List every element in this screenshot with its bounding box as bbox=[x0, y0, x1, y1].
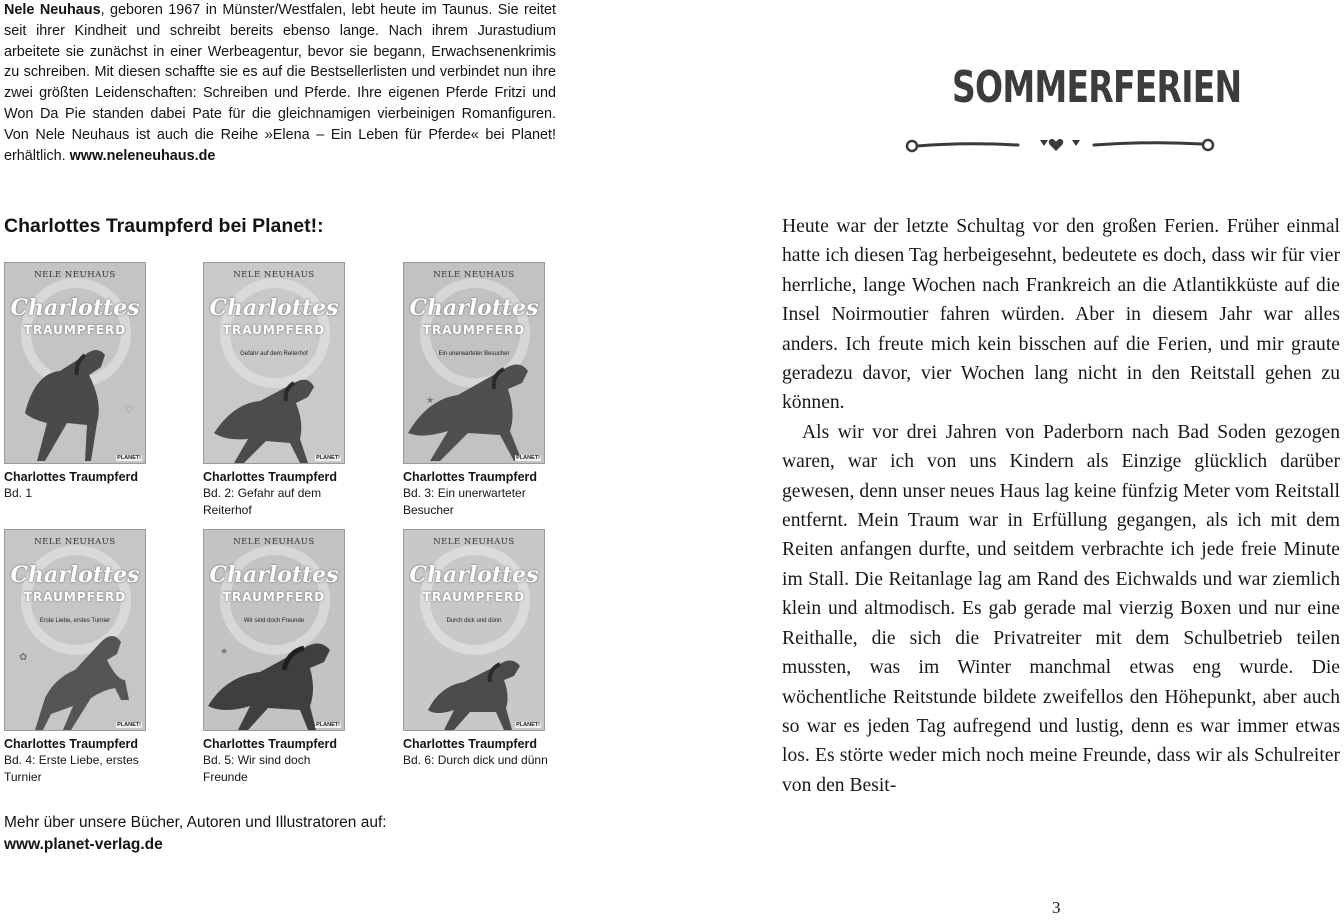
svg-text:✿: ✿ bbox=[19, 652, 28, 663]
author-name: Nele Neuhaus bbox=[4, 2, 101, 18]
cover-volume-subtitle: Gefahr auf dem Reiterhof bbox=[240, 351, 308, 357]
book-4[interactable] bbox=[4, 529, 204, 786]
cover-author: NELE NEUHAUS bbox=[433, 537, 515, 547]
cover-subtitle: TRAUMPFERD bbox=[222, 590, 326, 604]
book-series-name: Charlottes Traumpferd bbox=[4, 470, 139, 484]
book-volume: Bd. 5: Wir sind doch Freunde bbox=[203, 753, 311, 784]
cover-author: NELE NEUHAUS bbox=[34, 537, 116, 547]
cover-title: Charlottes bbox=[209, 562, 339, 588]
publisher-website[interactable]: www.planet-verlag.de bbox=[4, 836, 163, 853]
horse-illustration bbox=[404, 263, 545, 464]
chapter-paragraph: Als wir vor drei Jahren von Paderborn nach Bad Soden gezogen waren, war ich von uns Kindern als Einzige glücklich darüber gewesen, denn unser neues Haus lag keine fünfzig Meter vom Reitstall entfernt. Mein Traum war in Erfüllung gegangen, als ich mit dem Reiten anfangen durfte, und seitdem verbrachte ich jede freie Minute im Stall. Die Reitanlage lag am Rand des Eichwalds und war ziemlich klein und altmodisch. Es gab gerade mal vierzig Boxen und nur eine Reithalle, die sich die Privatreiter mit dem Schulbetrieb teilen mussten, was im Winter manchmal etwas eng wurde. Die wöchentliche Reitstunde bildete zweifellos den Höhepunkt, aber auch so war es jeden Tag aufregend und lustig, denn es war immer etwas los. Es störte weder mich noch meine Freunde, dass wir als Schulreiter von den Besit- bbox=[782, 421, 1340, 796]
book-cover bbox=[403, 529, 545, 731]
cover-title: Charlottes bbox=[10, 295, 140, 321]
cover-subtitle: TRAUMPFERD bbox=[422, 323, 526, 337]
publisher-logo: PLANET! bbox=[117, 455, 141, 461]
horse-illustration bbox=[5, 263, 146, 464]
book-volume: Bd. 6: Durch dick und dünn bbox=[403, 753, 548, 767]
book-cover bbox=[203, 262, 345, 464]
author-bio-text: , geboren 1967 in Münster/Westfalen, lebt heute im Taunus. Sie reitet seit ihrer Kindheit und schreibt bereits ebenso lange. Nach ihrem Jurastudium arbeitete sie zunächst in einer Werbeagentur, bevor sie begann, Erwachsenenkrimis zu schreiben. Mit diesen schaffte sie es auf die Bestsellerlisten und verbindet nun ihre zwei größten Leidenschaften: Schreiben und Pferde. Ihre eigenen Pferde Fritzi und Won Da Pie standen dabei Pate für die gleichnamigen vierbeinigen Romanfiguren. Von Nele Neuhaus ist auch die Reihe »Elena – Ein Leben für Pferde« bei Planet! erhältlich. bbox=[4, 2, 556, 164]
cover-subtitle: TRAUMPFERD bbox=[23, 590, 127, 604]
cover-volume-subtitle: Erste Liebe, erstes Turnier bbox=[39, 618, 111, 624]
chapter-title: SOMMERFERIEN bbox=[952, 62, 1242, 113]
cover-title: Charlottes bbox=[409, 295, 539, 321]
book-3[interactable] bbox=[403, 262, 603, 519]
more-info-text: Mehr über unsere Bücher, Autoren und Illustratoren auf: bbox=[4, 814, 387, 831]
book-series-name: Charlottes Traumpferd bbox=[403, 737, 538, 751]
cover-author: NELE NEUHAUS bbox=[34, 270, 116, 280]
page-number: 3 bbox=[1052, 898, 1061, 917]
more-info bbox=[4, 812, 387, 856]
author-website[interactable]: www.neleneuhaus.de bbox=[69, 147, 216, 164]
cover-title: Charlottes bbox=[10, 562, 140, 588]
book-cover bbox=[403, 262, 545, 464]
chapter-text bbox=[782, 212, 1340, 800]
book-volume: Bd. 3: Ein unerwarteter Besucher bbox=[403, 486, 526, 517]
book-cover bbox=[203, 529, 345, 731]
cover-subtitle: TRAUMPFERD bbox=[422, 590, 526, 604]
horse-illustration bbox=[404, 530, 545, 731]
publisher-logo: PLANET! bbox=[316, 722, 340, 728]
book-volume: Bd. 4: Erste Liebe, erstes Turnier bbox=[4, 753, 139, 784]
svg-text:★: ★ bbox=[426, 395, 435, 405]
chapter-paragraph: Heute war der letzte Schultag vor den großen Ferien. Früher einmal hatte ich diesen Tag herbeigesehnt, bedeutete es doch, dass wir für vier herrliche, lange Wochen nach Frankreich an die Atlantikküste auf die Insel Noirmoutier fahren würden. Aber in diesem Jahr war alles anders. Ich freute mich kein bisschen auf die Ferien, und mir graute geradezu davor, vier Wochen lang nicht in den Reitstall gehen zu können. bbox=[782, 216, 1340, 414]
book-volume: Bd. 2: Gefahr auf dem Reiterhof bbox=[203, 486, 322, 517]
publisher-logo: PLANET! bbox=[117, 722, 141, 728]
ornament-divider-icon bbox=[904, 128, 1216, 158]
series-heading: Charlottes Traumpferd bei Planet!: bbox=[4, 215, 324, 237]
cover-volume-subtitle: Ein unerwarteter Besucher bbox=[438, 351, 510, 357]
horse-illustration bbox=[204, 263, 345, 464]
cover-author: NELE NEUHAUS bbox=[233, 537, 315, 547]
cover-title: Charlottes bbox=[409, 562, 539, 588]
book-series-name: Charlottes Traumpferd bbox=[403, 470, 538, 484]
cover-subtitle: TRAUMPFERD bbox=[222, 323, 326, 337]
svg-text:♡: ♡ bbox=[125, 405, 134, 416]
publisher-logo: PLANET! bbox=[516, 455, 540, 461]
svg-text:★: ★ bbox=[220, 646, 229, 656]
cover-subtitle: TRAUMPFERD bbox=[23, 323, 127, 337]
publisher-logo: PLANET! bbox=[316, 455, 340, 461]
cover-volume-subtitle: Durch dick und dünn bbox=[446, 618, 502, 624]
book-cover bbox=[4, 529, 146, 731]
cover-author: NELE NEUHAUS bbox=[233, 270, 315, 280]
publisher-logo: PLANET! bbox=[516, 722, 540, 728]
book-series-name: Charlottes Traumpferd bbox=[203, 470, 338, 484]
book-5[interactable] bbox=[203, 529, 403, 786]
cover-volume-subtitle: Wir sind doch Freunde bbox=[243, 618, 305, 624]
book-6[interactable] bbox=[403, 529, 603, 769]
horse-illustration bbox=[5, 530, 146, 731]
cover-author: NELE NEUHAUS bbox=[433, 270, 515, 280]
book-series-name: Charlottes Traumpferd bbox=[4, 737, 139, 751]
author-bio bbox=[4, 0, 556, 166]
book-cover bbox=[4, 262, 146, 464]
book-1[interactable] bbox=[4, 262, 204, 502]
horse-illustration bbox=[204, 530, 345, 731]
book-series-name: Charlottes Traumpferd bbox=[203, 737, 338, 751]
cover-title: Charlottes bbox=[209, 295, 339, 321]
book-volume: Bd. 1 bbox=[4, 486, 33, 500]
book-2[interactable] bbox=[203, 262, 403, 519]
